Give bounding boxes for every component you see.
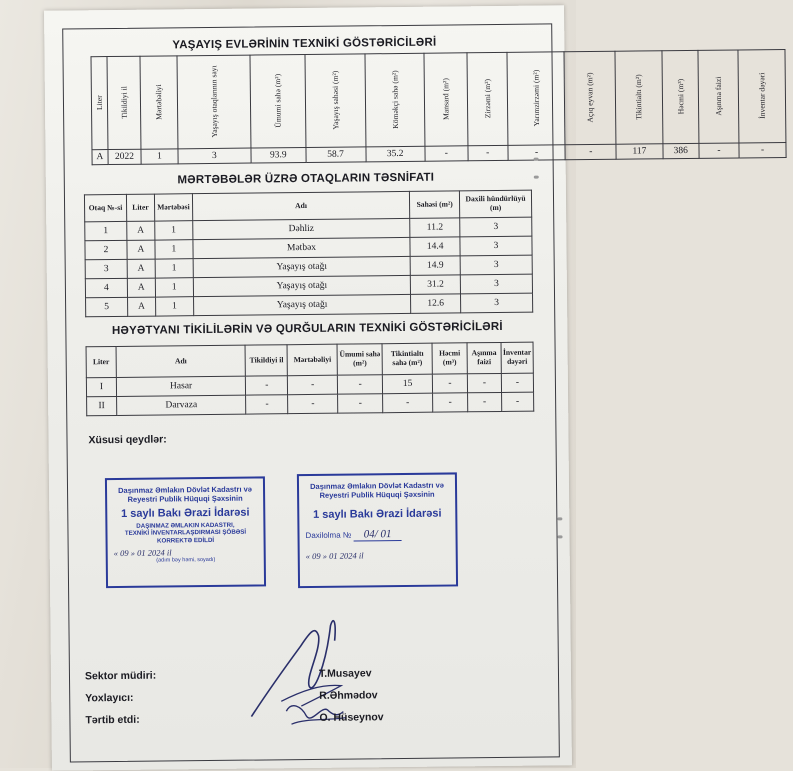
left-stamp bbox=[105, 476, 266, 588]
table-cell: - bbox=[501, 392, 533, 411]
column-header: Mərtəbəliyi bbox=[287, 344, 337, 376]
binding-hole bbox=[534, 176, 539, 179]
column-header-label: Mansard (m²) bbox=[440, 78, 451, 120]
table-cell: - bbox=[338, 375, 383, 394]
binding-hole bbox=[557, 517, 562, 520]
table-cell: 3 bbox=[460, 236, 532, 256]
stamp-line: Daşınmaz Əmlakın Dövlət Kadastrı və bbox=[118, 484, 252, 495]
binding-hole bbox=[558, 535, 563, 538]
column-header-label: Aşınma faizi bbox=[713, 76, 724, 116]
table-cell: Hasar bbox=[116, 376, 246, 396]
table-cell: - bbox=[699, 143, 739, 158]
table-cell: A bbox=[127, 221, 155, 240]
column-header bbox=[364, 53, 424, 147]
column-header bbox=[140, 56, 177, 149]
column-header bbox=[250, 54, 306, 148]
table-header-row bbox=[91, 49, 786, 149]
table-cell: I bbox=[86, 377, 116, 396]
table-cell: Mətbəx bbox=[193, 237, 411, 258]
table-cell: A bbox=[127, 278, 155, 297]
table-cell: 31.2 bbox=[410, 275, 460, 295]
signature-role: Tərtib etdi: bbox=[85, 713, 140, 727]
column-header-label: Yarımzirzəmi (m²) bbox=[531, 69, 541, 127]
column-header: Mərtəbəsi bbox=[154, 194, 192, 221]
table-cell: - bbox=[508, 145, 566, 161]
table-cell: - bbox=[468, 145, 508, 160]
table-cell: 12.6 bbox=[411, 294, 461, 314]
table-cell: - bbox=[288, 394, 338, 414]
table-cell: A bbox=[127, 297, 155, 316]
column-header bbox=[698, 50, 739, 143]
special-notes-label: Xüsusi qeydlər: bbox=[88, 433, 167, 447]
column-header-label: İnventar dəyəri bbox=[757, 72, 767, 119]
stamp-line: TEXNİKİ İNVENTARLAŞDIRMASI ŞÖBƏSİ bbox=[124, 528, 247, 538]
table-cell: - bbox=[246, 395, 288, 414]
table-cell: Dəhliz bbox=[193, 218, 411, 239]
table-cell: 4 bbox=[85, 278, 127, 297]
table-cell: 2022 bbox=[108, 149, 142, 164]
column-header: Adı bbox=[192, 191, 410, 220]
housing-indicators-table bbox=[90, 49, 786, 165]
table-cell: Yaşayış otağı bbox=[193, 294, 411, 315]
table-cell: Yaşayış otağı bbox=[193, 256, 411, 277]
table-cell: - bbox=[433, 393, 468, 412]
column-header: Liter bbox=[126, 194, 154, 221]
column-header: Ümumi sahə (m²) bbox=[337, 344, 382, 375]
signature-name: T.Musayev bbox=[318, 667, 372, 680]
column-header bbox=[738, 49, 786, 142]
column-header: Daxili hündürlüyü (m) bbox=[459, 190, 531, 218]
table-cell: 1 bbox=[155, 297, 193, 316]
column-header-label: Mərtəbəliyi bbox=[154, 84, 164, 120]
stamp-line: Reyestri Publik Hüquqi Şəxsinin bbox=[319, 490, 435, 501]
rooms-table bbox=[84, 190, 533, 318]
table-cell: 5 bbox=[86, 297, 128, 316]
column-header: Tikintialtı sahə (m²) bbox=[382, 343, 432, 375]
table-row bbox=[86, 293, 533, 317]
column-header bbox=[305, 54, 366, 148]
table-header-row bbox=[86, 342, 533, 378]
table-cell: - bbox=[338, 394, 383, 413]
section2-title: MƏRTƏBƏLƏR ÜZRƏ OTAQLARIN TƏSNİFATI bbox=[177, 171, 435, 187]
stamp-date: « 09 » 01 2024 il bbox=[113, 547, 172, 559]
table-cell: 14.9 bbox=[410, 256, 460, 276]
column-header bbox=[467, 52, 508, 145]
table-cell: 1 bbox=[141, 149, 178, 164]
table-cell: 2 bbox=[85, 240, 127, 259]
column-header: Adı bbox=[116, 345, 246, 377]
table-cell: 35.2 bbox=[365, 146, 425, 162]
section1-title: YAŞAYIŞ EVLƏRİNİN TEXNİKİ GÖSTƏRİCİLƏRİ bbox=[172, 36, 437, 52]
table-cell: - bbox=[468, 392, 502, 411]
binding-hole bbox=[534, 158, 539, 161]
column-header-label: Köməkçi sahə (m²) bbox=[389, 70, 400, 129]
table-cell: - bbox=[432, 374, 467, 393]
column-header: Aşınma faizi bbox=[467, 342, 501, 373]
table-cell: - bbox=[565, 144, 616, 160]
column-header bbox=[91, 57, 108, 150]
table-cell: 1 bbox=[155, 278, 193, 297]
table-cell: 1 bbox=[155, 221, 193, 240]
table-cell: Darvaza bbox=[116, 395, 246, 415]
section3-title: HƏYƏTYANI TİKİLİLƏRİN VƏ QURĞULARIN TEXNİKİ GÖSTƏRİCİLƏRİ bbox=[111, 320, 503, 338]
column-header: Həcmi (m³) bbox=[432, 343, 467, 374]
stamp-line: DAŞINMAZ ƏMLAKIN KADASTRI, bbox=[136, 521, 235, 530]
table-cell: 15 bbox=[383, 374, 433, 394]
signature-role: Sektor müdiri: bbox=[84, 669, 157, 683]
stamp-office: 1 saylı Bakı Ərazi İdarəsi bbox=[120, 506, 250, 520]
column-header-label: Yaşayış otaqlarının sayı bbox=[208, 65, 219, 138]
signature-name: O. Hüseynov bbox=[319, 711, 384, 724]
column-header bbox=[177, 55, 251, 149]
table-cell: 3 bbox=[460, 255, 532, 275]
table-cell: A bbox=[127, 240, 155, 259]
stamp-line: Daşınmaz Əmlakın Dövlət Kadastrı və bbox=[310, 480, 444, 491]
entry-number bbox=[299, 527, 455, 541]
table-cell: 58.7 bbox=[306, 147, 366, 163]
column-header bbox=[507, 52, 566, 146]
table-cell: 1 bbox=[85, 221, 127, 240]
column-header-label: Zirzəmi (m²) bbox=[482, 78, 492, 119]
table-cell: 3 bbox=[460, 217, 532, 237]
table-cell: - bbox=[739, 142, 786, 157]
column-header: Sahəsi (m²) bbox=[410, 191, 460, 219]
table-cell: 14.4 bbox=[410, 237, 460, 257]
right-stamp bbox=[297, 472, 458, 588]
table-cell: 93.9 bbox=[251, 147, 306, 163]
stamp-line: KORREKTƏ EDİLDİ bbox=[156, 536, 215, 545]
signature-role: Yoxlayıcı: bbox=[85, 691, 134, 705]
column-header-label: Tikintialtı (m²) bbox=[634, 74, 644, 120]
table-cell: - bbox=[383, 393, 433, 413]
column-header bbox=[564, 51, 616, 145]
column-header bbox=[615, 51, 662, 144]
column-header: Otaq №-si bbox=[84, 194, 126, 221]
table-cell: 3 bbox=[178, 148, 251, 164]
column-header-label: Liter bbox=[94, 95, 104, 111]
stamp-line: Reyestri Publik Hüquqi Şəxsinin bbox=[127, 494, 243, 505]
table-cell: A bbox=[127, 259, 155, 278]
entry-label: Daxilolma № bbox=[305, 530, 352, 540]
table-cell: - bbox=[425, 146, 468, 161]
table-cell: 3 bbox=[85, 259, 127, 278]
table-cell: 11.2 bbox=[410, 218, 460, 238]
column-header bbox=[424, 53, 468, 146]
stamp-office: 1 saylı Bakı Ərazi İdarəsi bbox=[313, 507, 442, 521]
table-cell: 386 bbox=[662, 143, 699, 158]
column-header-label: Tikildiyi il bbox=[119, 86, 129, 119]
column-header bbox=[661, 50, 698, 143]
table-cell: Yaşayış otağı bbox=[193, 275, 411, 296]
document-page bbox=[44, 5, 767, 770]
stamp-date: « 09 » 01 2024 il bbox=[305, 550, 364, 561]
table-row bbox=[87, 392, 534, 416]
column-header: Tikildiyi il bbox=[245, 345, 287, 376]
table-cell: II bbox=[87, 396, 117, 415]
column-header: Liter bbox=[86, 346, 116, 377]
table-cell: - bbox=[501, 373, 533, 392]
table-cell: - bbox=[467, 373, 501, 392]
column-header-label: Yaşayış sahəsi (m²) bbox=[330, 70, 340, 130]
table-cell: A bbox=[92, 150, 108, 165]
table-cell: - bbox=[288, 375, 338, 395]
stamp-caption: (adım bəy həmi, soyadı) bbox=[156, 557, 216, 564]
table-cell: 117 bbox=[616, 144, 662, 159]
column-header bbox=[107, 56, 141, 149]
table-cell: 3 bbox=[460, 274, 532, 294]
outbuildings-table bbox=[86, 342, 535, 417]
table-cell: 1 bbox=[155, 240, 193, 259]
column-header: İnventar dəyəri bbox=[501, 342, 533, 373]
column-header-label: Ümumi sahə (m²) bbox=[272, 73, 283, 128]
table-cell: - bbox=[246, 376, 288, 395]
table-cell: 3 bbox=[461, 293, 533, 313]
entry-value: 04/ 01 bbox=[354, 528, 402, 542]
column-header-label: Açıq eyvan (m²) bbox=[585, 72, 596, 123]
column-header-label: Həcmi (m³) bbox=[675, 78, 685, 115]
table-cell: 1 bbox=[155, 259, 193, 278]
signature-name: R.Əhmədov bbox=[319, 689, 378, 702]
